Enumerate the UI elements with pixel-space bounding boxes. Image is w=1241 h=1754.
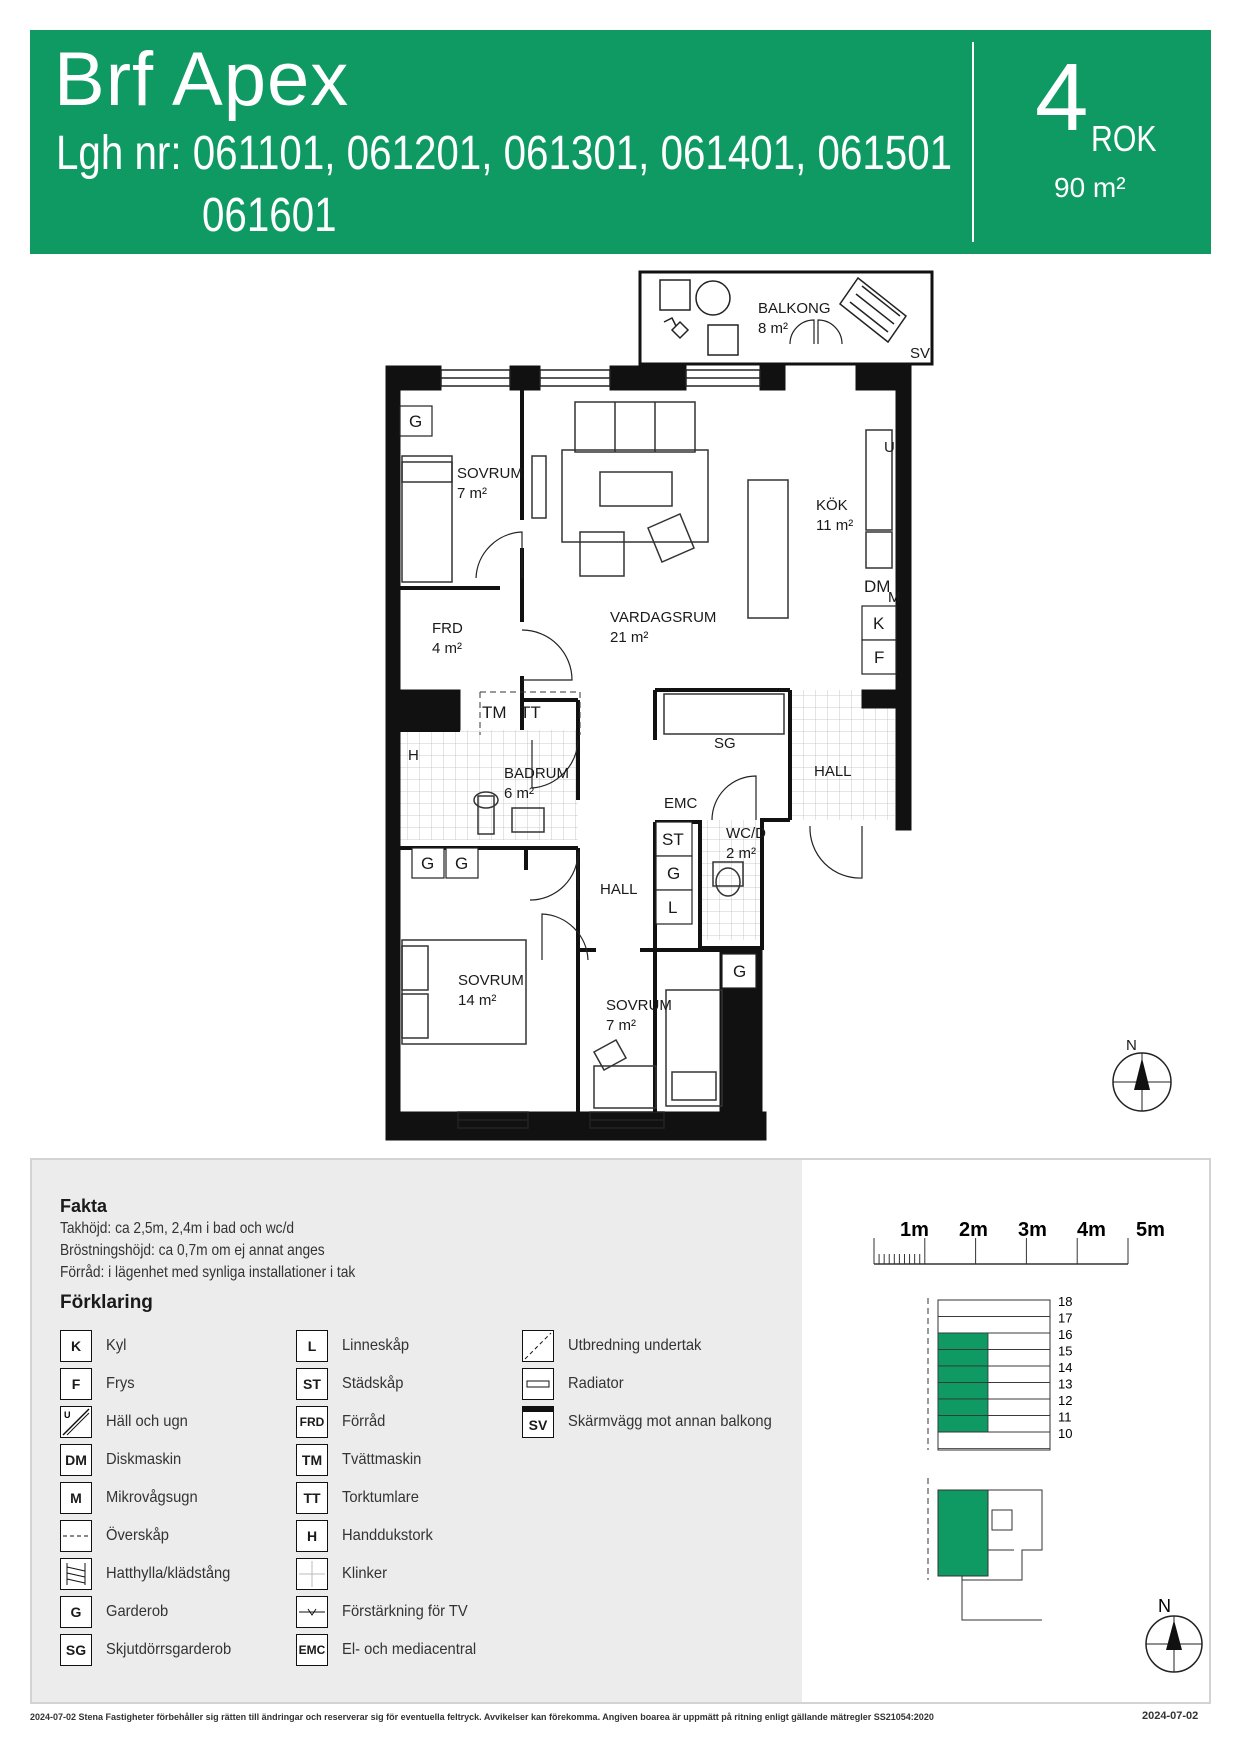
floor-label: 16 — [1058, 1327, 1073, 1342]
room-sovrum3-area: 7 m² — [606, 1017, 636, 1034]
tile-icon — [296, 1558, 328, 1590]
mark-sv: SV — [910, 345, 931, 362]
floor-label: 13 — [1058, 1376, 1073, 1392]
hall-tiles — [790, 690, 895, 820]
scale-labels — [900, 1219, 1165, 1241]
room-badrum-name: BADRUM — [504, 765, 570, 782]
mark-u: U — [884, 439, 895, 456]
floor-label: 15 — [1058, 1343, 1073, 1359]
room-frd-name: FRD — [432, 620, 463, 637]
header-divider — [972, 42, 974, 242]
room-kok-name: KÖK — [816, 497, 848, 514]
mark-g-hall: G — [667, 864, 681, 883]
scale-label: 5m — [1136, 1219, 1165, 1241]
hob-oven-icon — [60, 1406, 92, 1438]
badrum-tiles — [400, 730, 578, 840]
header-banner — [30, 30, 1211, 254]
compass-n-label: N — [1126, 1037, 1137, 1054]
floor-labels — [1058, 1294, 1072, 1441]
scale-label: 3m — [1018, 1219, 1047, 1241]
room-hall-name: HALL — [600, 881, 638, 898]
room-kok-area: 11 m² — [816, 517, 854, 534]
scale-label: 2m — [959, 1219, 988, 1241]
balcony — [640, 272, 932, 364]
room-frd-area: 4 m² — [432, 640, 462, 657]
legend-symbol: M — [60, 1482, 92, 1514]
tv-reinforcement-icon — [296, 1596, 328, 1628]
room-badrum-area: 6 m² — [504, 785, 534, 802]
legend-right-graphics — [802, 1160, 1210, 1702]
legend-symbol: G — [60, 1596, 92, 1628]
keyplan — [928, 1478, 1042, 1620]
legend-label: Utbredning undertak — [568, 1337, 702, 1354]
legend-panel — [30, 1158, 1211, 1704]
footer-date: 2024-07-02 — [1142, 1710, 1199, 1722]
room-balkong-name: BALKONG — [758, 300, 831, 317]
legend-compass-n: N — [1158, 1596, 1171, 1616]
room-count: 4 — [1035, 44, 1089, 151]
legend-label: Klinker — [342, 1565, 387, 1582]
floor-label: 10 — [1058, 1426, 1073, 1441]
mark-tm: TM — [482, 703, 507, 722]
forklaring-heading: Förklaring — [60, 1292, 153, 1313]
apartment-area: 90 m² — [1054, 172, 1126, 203]
legend-symbol: SV — [522, 1406, 554, 1438]
legend-symbol: EMC — [296, 1634, 328, 1666]
legend-label: Tvättmaskin — [342, 1451, 422, 1468]
mark-tt: TT — [520, 703, 541, 722]
mark-dm: DM — [864, 577, 891, 596]
footer-disclaimer: 2024-07-02 Stena Fastigheter förbehåller sig rätten till ändringar och reserverar sig för eventuella feltryck. Avvikelser kan förekomma. Angiven boarea är uppmätt på ritning enligt gällande mätregler SS21054:2020 — [30, 1712, 934, 1722]
mark-g-1: G — [409, 412, 423, 431]
fakta-parapet-height: Bröstningshöjd: ca 0,7m om ej annat anges — [60, 1242, 325, 1259]
mark-f: F — [874, 648, 885, 667]
legend-label: Frys — [106, 1375, 135, 1392]
wall-cabinet-icon — [60, 1520, 92, 1552]
legend-symbol: ST — [296, 1368, 328, 1400]
project-title: Brf Apex — [54, 37, 350, 122]
fakta-heading: Fakta — [60, 1196, 108, 1216]
room-wc-area: 2 m² — [726, 845, 756, 862]
apartment-numbers: Lgh nr: 061101, 061201, 061301, 061401, 061501 — [56, 127, 953, 180]
legend-label: El- och mediacentral — [342, 1641, 477, 1658]
legend-label: Radiator — [568, 1375, 624, 1392]
room-hall-entry-name: HALL — [814, 763, 852, 780]
mark-g-2: G — [421, 854, 435, 873]
room-sovrum2-area: 14 m² — [458, 992, 497, 1009]
legend-label: Skärmvägg mot annan balkong — [568, 1413, 772, 1430]
room-count-suffix: ROK — [1091, 118, 1157, 159]
legend-label: Garderob — [106, 1603, 169, 1620]
legend-symbol: L — [296, 1330, 328, 1362]
floor-label: 12 — [1058, 1393, 1073, 1408]
room-sovrum2-name: SOVRUM — [458, 972, 524, 989]
compass-icon — [1113, 1053, 1171, 1111]
svg-text:U: U — [64, 1410, 71, 1420]
floor-label: 18 — [1058, 1294, 1073, 1309]
legend-compass-icon — [1146, 1616, 1202, 1672]
legend-label: Mikrovågsugn — [106, 1489, 198, 1506]
legend-label: Förråd — [342, 1413, 386, 1430]
legend-left-panel — [32, 1160, 802, 1702]
legend-label: Linneskåp — [342, 1337, 410, 1354]
legend-label: Skjutdörrsgarderob — [106, 1641, 232, 1658]
legend-symbol: TM — [296, 1444, 328, 1476]
room-sovrum1-name: SOVRUM — [457, 465, 523, 482]
legend-symbol: DM — [60, 1444, 92, 1476]
radiator-icon — [522, 1368, 554, 1400]
room-balkong-area: 8 m² — [758, 320, 788, 337]
apartment-numbers-continued: 061601 — [202, 189, 337, 242]
floor-label: 14 — [1058, 1360, 1073, 1375]
legend-symbol: TT — [296, 1482, 328, 1514]
legend-symbol: K — [60, 1330, 92, 1362]
mark-m: M — [888, 589, 901, 606]
room-vardagsrum-area: 21 m² — [610, 629, 649, 646]
legend-label: Hatthylla/klädstång — [106, 1565, 231, 1582]
floor-stack — [928, 1298, 1050, 1450]
scale-label: 4m — [1077, 1219, 1106, 1241]
hat-rack-icon — [60, 1558, 92, 1590]
legend-label: Kyl — [106, 1337, 127, 1354]
legend-label: Häll och ugn — [106, 1413, 188, 1430]
mark-sg: SG — [714, 735, 736, 752]
legend-symbol: FRD — [296, 1406, 328, 1438]
scale-ticks — [874, 1238, 1128, 1264]
room-sovrum3-name: SOVRUM — [606, 997, 672, 1014]
legend-symbol: SG — [60, 1634, 92, 1666]
legend-label: Torktumlare — [342, 1489, 419, 1506]
floor-plan — [0, 260, 1241, 1160]
mark-g-3: G — [455, 854, 469, 873]
legend-symbol: H — [296, 1520, 328, 1552]
legend-label: Städskåp — [342, 1375, 404, 1392]
suspended-ceiling-icon — [522, 1330, 554, 1362]
room-sovrum1-area: 7 m² — [457, 485, 487, 502]
legend-symbol: F — [60, 1368, 92, 1400]
fakta-ceiling-height: Takhöjd: ca 2,5m, 2,4m i bad och wc/d — [60, 1220, 295, 1237]
legend-label: Förstärkning för TV — [342, 1603, 468, 1620]
legend-label: Överskåp — [106, 1527, 169, 1544]
mark-h: H — [408, 747, 419, 764]
room-vardagsrum-name: VARDAGSRUM — [610, 609, 717, 626]
fakta-storage: Förråd: i lägenhet med synliga installationer i tak — [60, 1264, 356, 1281]
floor-label: 11 — [1058, 1409, 1072, 1425]
legend-label: Diskmaskin — [106, 1451, 182, 1468]
legend-label: Handdukstork — [342, 1527, 433, 1544]
mark-l: L — [668, 898, 678, 917]
floor-label: 17 — [1058, 1310, 1073, 1326]
mark-k: K — [873, 614, 885, 633]
mark-g-4: G — [733, 962, 747, 981]
mark-st: ST — [662, 830, 684, 849]
scale-label: 1m — [900, 1219, 929, 1241]
room-wc-name: WC/D — [726, 825, 766, 842]
mark-emc: EMC — [664, 795, 698, 812]
